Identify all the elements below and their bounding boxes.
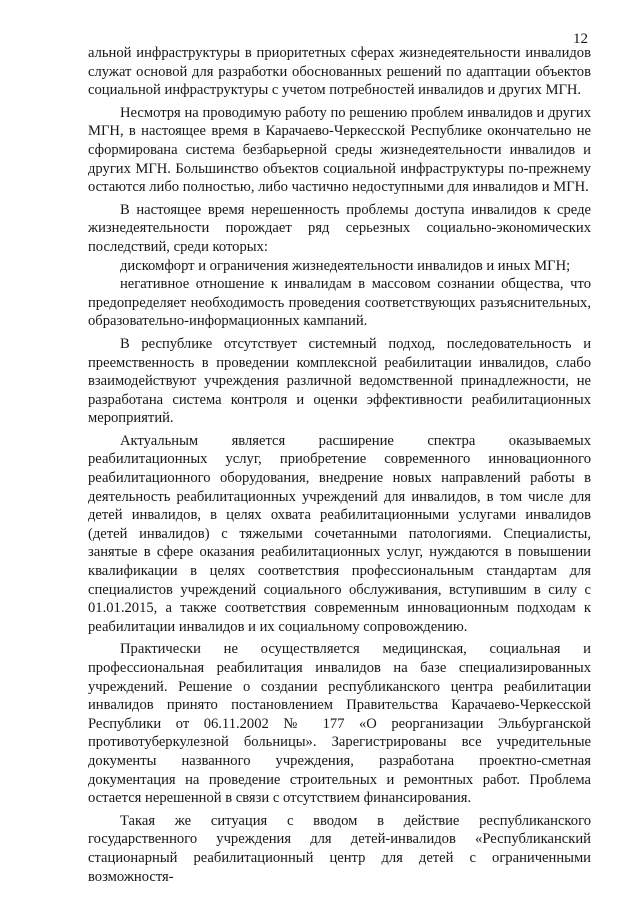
list-item-discomfort: дискомфорт и ограничения жизнедеятельности инвалидов и иных МГН; [120, 257, 571, 274]
paragraph-rehabilitation-center: Практически не осуществляется медицинская, социальная и профессиональная реабилитация инвалидов на базе специализированных учреждений. Решение о создании республиканского центра реабилитации инвалидов принято постановлением Правительства Карачаево-Черкесской Республики от 06.11.2002 № 177 «О реорганизации Эльбурганской противотуберкулезной больницы». Зарегистрированы все учредительные документы названного учреждения, разработана проектно-сметная документация на проведение строительных и ремонтных работ. Проблема остается нерешенной в связи с отсутствием финансирования. [88, 641, 591, 807]
paragraph-children-center: Такая же ситуация с вводом в действие республиканского государственного учреждения для детей-инвалидов «Республиканский стационарный реабилитационный центр для детей с ограниченными возможностя- [88, 812, 591, 885]
paragraph-barrier-free-environment: Несмотря на проводимую работу по решению проблем инвалидов и других МГН, в настоящее время в Карачаево-Черкесской Республике окончательно не сформирована система безбарьерной среды жизнедеятельности инвалидов и других МГН. Большинство объектов социальной инфраструктуры по-прежнему остаются либо полностью, либо частично недоступными для инвалидов и МГН. [88, 104, 591, 196]
document-body [88, 44, 591, 890]
page-number: 12 [573, 31, 588, 47]
paragraph-rehabilitation-services: Актуальным является расширение спектра оказываемых реабилитационных услуг, приобретение современного инновационного реабилитационного оборудования, внедрение новых направлений работы в деятельность реабилитационных учреждений для инвалидов, в том числе для детей инвалидов, в целях охвата реабилитационными услугами инвалидов (детей инвалидов) с тяжелыми сочетанными патологиями. Специалисты, занятые в сфере оказания реабилитационных услуг, нуждаются в повышении квалификации в целях соответствия профессиональным стандартам для специалистов учреждений социального обслуживания, вступившим в силу с 01.01.2015, а также соответствия современным инновационным подходам к реабилитации инвалидов и их социальному сопровождению. [88, 432, 591, 635]
list-item-negative-attitude: негативное отношение к инвалидам в массовом сознании общества, что предопределяет необходимость проведения соответствующих разъяснительных, образовательно-информационных кампаний. [88, 276, 591, 330]
paragraph-infrastructure-continuation: альной инфраструктуры в приоритетных сферах жизнедеятельности инвалидов служат основой для разработки обоснованных решений по адаптации объектов социальной инфраструктуры с учетом потребностей инвалидов и других МГН. [88, 45, 591, 99]
paragraph-access-consequences: В настоящее время нерешенность проблемы доступа инвалидов к среде жизнедеятельности порождает ряд серьезных социально-экономических последствий, среди которых: [88, 201, 591, 255]
paragraph-systemic-approach: В республике отсутствует системный подход, последовательность и преемственность в проведении комплексной реабилитации инвалидов, слабо взаимодействуют учреждения различной ведомственной принадлежности, не разработана система контроля и оценки эффективности реабилитационных мероприятий. [88, 335, 591, 427]
